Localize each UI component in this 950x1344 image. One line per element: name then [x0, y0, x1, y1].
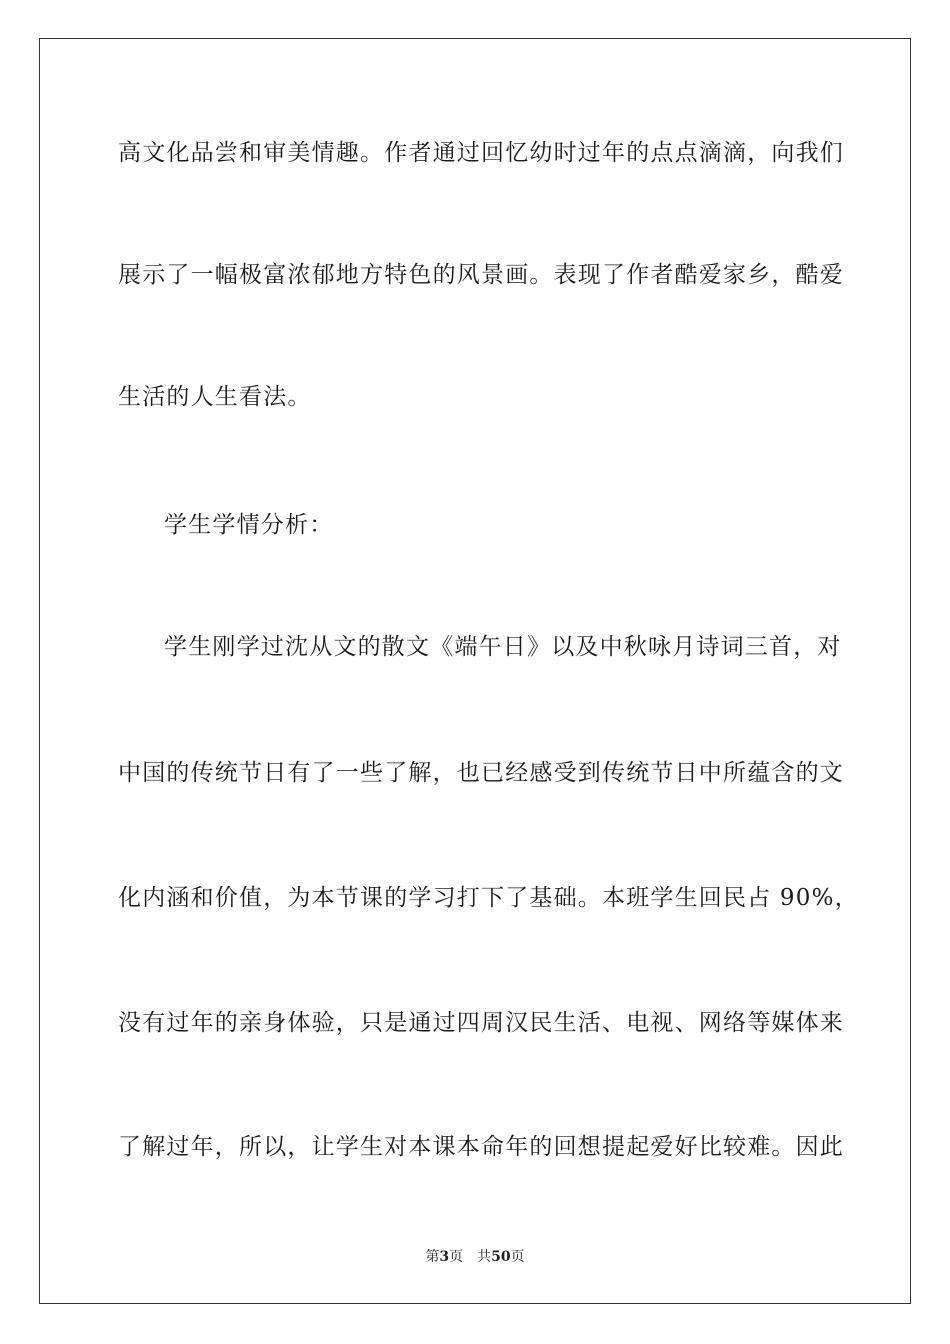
total-suffix: 页: [510, 1249, 525, 1265]
text-line-8: 没有过年的亲身体验，只是通过四周汉民生活、电视、网络等媒体来: [118, 1010, 844, 1036]
text-line-1: 高文化品尝和审美情趣。作者通过回忆幼时过年的点点滴滴，向我们: [118, 140, 844, 166]
page-prefix: 第: [425, 1249, 440, 1265]
total-prefix: 共: [477, 1249, 492, 1265]
text-line-5: 学生刚学过沈从文的散文《端午日》以及中秋咏月诗词三首，对: [164, 634, 842, 660]
text-line-3: 生活的人生看法。: [118, 384, 312, 410]
total-pages: 50: [491, 1249, 511, 1265]
page-suffix: 页: [449, 1249, 464, 1265]
text-line-6: 中国的传统节日有了一些了解，也已经感受到传统节日中所蕴含的文: [118, 760, 844, 786]
text-line-9: 了解过年，所以，让学生对本课本命年的回想提起爱好比较难。因此: [118, 1134, 844, 1160]
page-border: [39, 38, 911, 1304]
section-heading: 学生学情分析：: [164, 512, 334, 538]
page-footer: [0, 1247, 950, 1267]
page-number: 3: [439, 1249, 450, 1265]
text-line-7: 化内涵和价值，为本节课的学习打下了基础。本班学生回民占 90%，: [118, 885, 859, 911]
text-line-2: 展示了一幅极富浓郁地方特色的风景画。表现了作者酷爱家乡，酷爱: [118, 262, 844, 288]
